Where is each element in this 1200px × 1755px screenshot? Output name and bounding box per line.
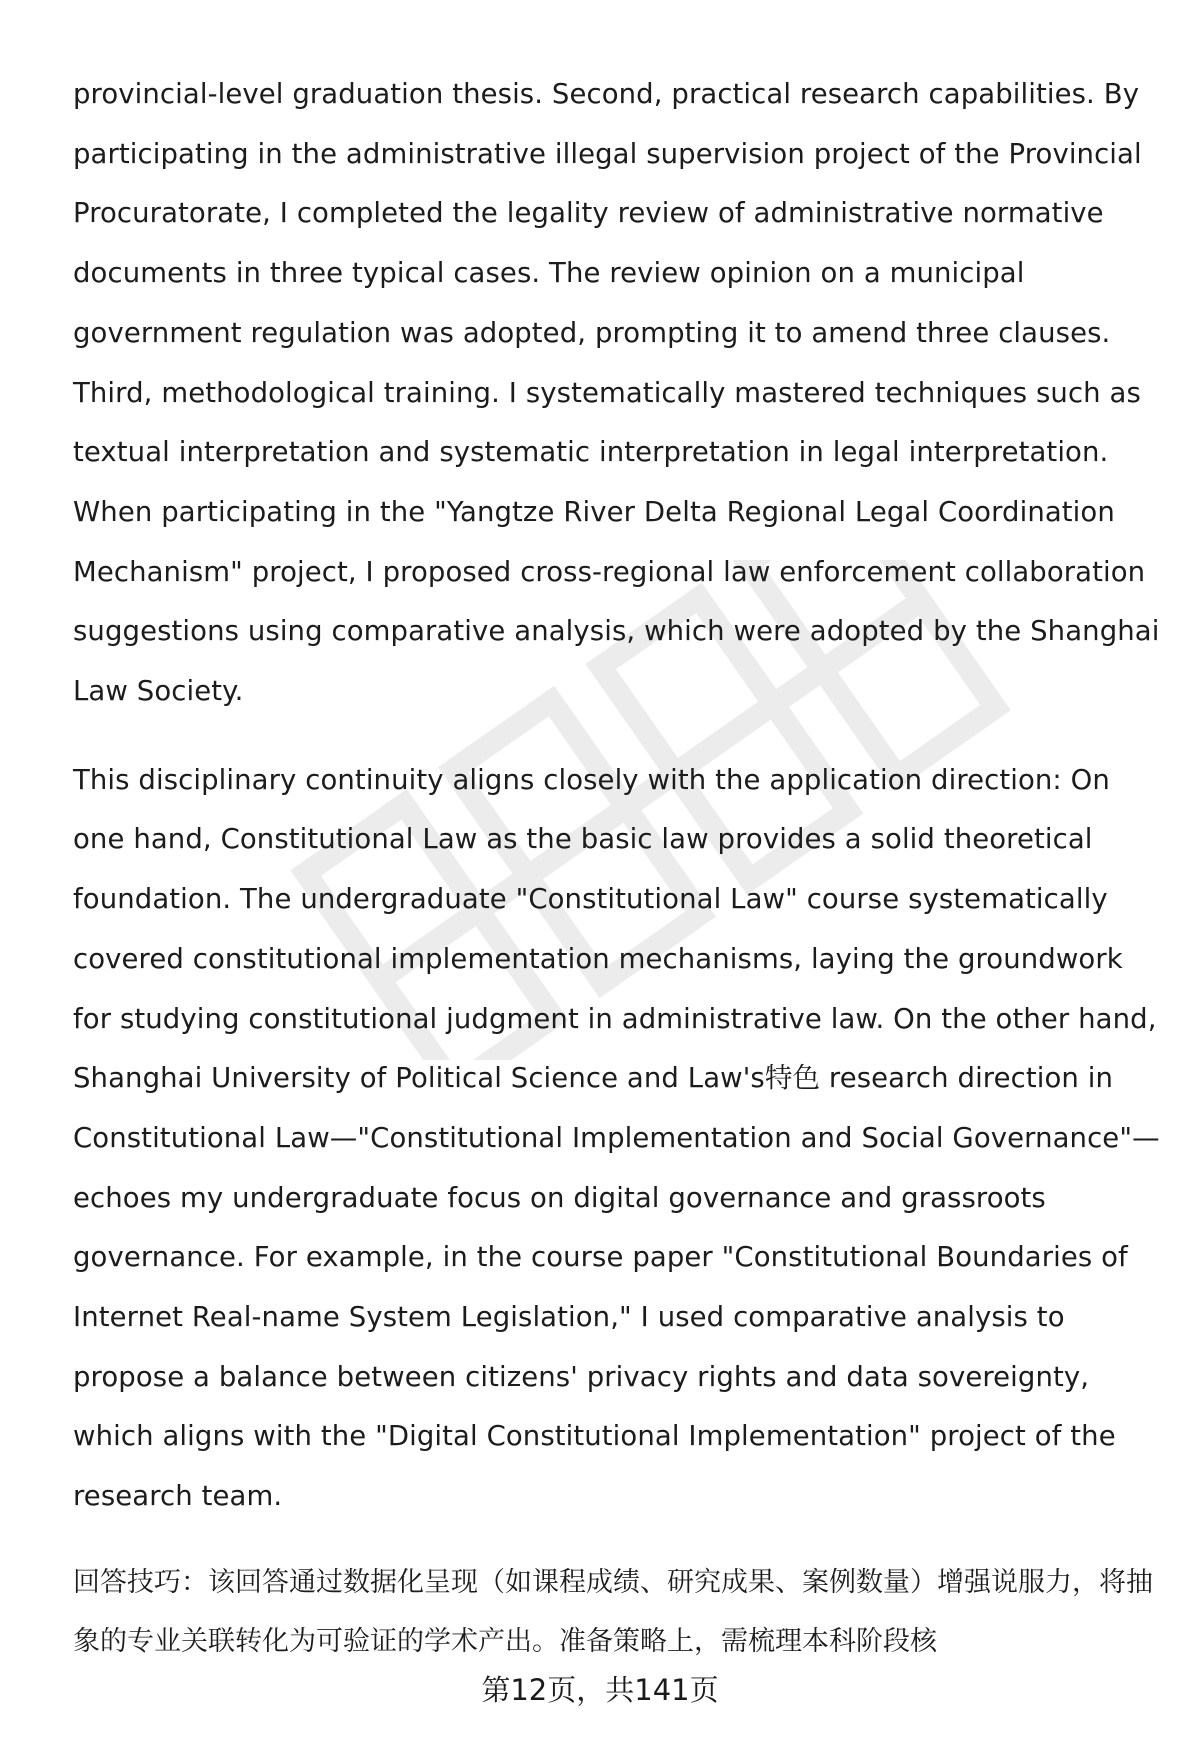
body-paragraph-1: provincial-level graduation thesis. Second, practical research capabilities. By participating in the administrative illegal supervision project of the Provincial Procuratorate, I completed the legality review of administrative normative documents in three typical cases. The review opinion on a municipal government regulation was adopted, prompting it to amend three clauses. Third, methodological training. I systematically mastered techniques such as textual interpretation and systematic interpretation in legal interpretation. When participating in the "Yangtze River Delta Regional Legal Coordination Mechanism" project, I proposed cross-regional law enforcement collaboration suggestions using comparative analysis, which were adopted by the Shanghai Law Society. (73, 78, 1160, 708)
answer-tips-paragraph: 回答技巧：该回答通过数据化呈现（如课程成绩、研究成果、案例数量）增强说服力，将抽象的专业关联转化为可验证的学术产出。准备策略上，需梳理本科阶段核 (73, 1567, 1153, 1657)
main-content (73, 65, 1163, 1527)
page-number-footer: 第12页，共141页 (481, 1673, 719, 1707)
body-paragraph-2: This disciplinary continuity aligns closely with the application direction: On one hand, Constitutional Law as the basic law provides a solid theoretical foundation. The undergraduate "Constitutional Law" course systematically covered constitutional implementation mechanisms, laying the groundwork for studying constitutional judgment in administrative law. On the other hand, Shanghai University of Political Science and Law's特色 research direction in Constitutional Law—"Constitutional Implementation and Social Governance"—echoes my undergraduate focus on digital governance and grassroots governance. For example, in the course paper "Constitutional Boundaries of Internet Real-name System Legislation," I used comparative analysis to propose a balance between citizens' privacy rights and data sovereignty, which aligns with the "Digital Constitutional Implementation" project of the research team. (73, 763, 1160, 1513)
